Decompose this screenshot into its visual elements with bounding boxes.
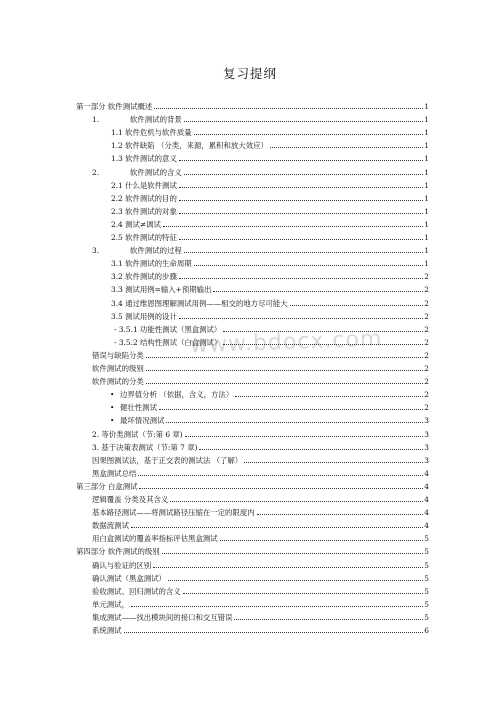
toc-dot-leader	[184, 252, 424, 253]
toc-entry-label: 边界值分析 （依据，含义，方法）	[120, 390, 234, 400]
toc-entry[interactable]	[92, 583, 429, 596]
toc-page-number: 1	[424, 141, 429, 151]
toc-entry-label: 3.3 测试用例=输入+预期输出	[111, 285, 212, 295]
toc-page-number: 5	[424, 547, 429, 557]
toc-dot-leader	[183, 593, 424, 594]
toc-dot-leader	[184, 121, 424, 122]
toc-dot-leader	[162, 553, 424, 554]
toc-dot-leader	[184, 174, 424, 175]
toc-dot-leader	[131, 527, 423, 528]
toc-dot-leader	[290, 305, 424, 306]
toc-entry[interactable]	[111, 295, 429, 308]
toc-dot-leader	[124, 632, 424, 633]
toc-entry-label: 2.1 什么是软件测试	[111, 180, 177, 190]
toc-page-number: 2	[424, 337, 429, 347]
toc-entry[interactable]	[92, 557, 429, 570]
toc-entry-label: 基本路径测试——将测试路径压缩在一定的限度内	[92, 508, 255, 518]
toc-entry-label: 3. 基于决策表测试（节:第 7 章)	[92, 442, 198, 452]
toc-dot-leader	[257, 514, 424, 515]
toc-entry[interactable]	[92, 242, 429, 255]
toc-dot-leader	[223, 331, 423, 332]
toc-dot-leader	[179, 278, 423, 279]
toc-entry[interactable]	[92, 609, 429, 622]
toc-entry[interactable]	[76, 543, 429, 556]
toc-entry[interactable]	[92, 491, 429, 504]
toc-entry[interactable]	[111, 150, 429, 163]
toc-entry-label: 集成测试——找出模块间的接口和交互错误	[92, 612, 233, 622]
toc-entry[interactable]	[111, 268, 429, 281]
toc-entry[interactable]	[110, 412, 429, 425]
toc-page-number: 1	[424, 115, 429, 125]
toc-entry[interactable]	[114, 334, 429, 347]
toc-dot-leader	[179, 318, 423, 319]
toc-page-number: 5	[424, 599, 429, 609]
toc-entry[interactable]	[92, 596, 429, 609]
toc-entry-label: 软件测试的含义	[130, 167, 182, 177]
toc-page-number: 1	[424, 193, 429, 203]
toc-page-number: 2	[424, 377, 429, 387]
toc-entry-label: 数据流测试	[92, 521, 129, 531]
toc-entry[interactable]	[111, 137, 429, 150]
toc-entry-label: 2.2 软件测试的目的	[111, 193, 177, 203]
toc-entry-label: 软件测试的背景	[130, 115, 182, 125]
toc-page-number: 5	[424, 612, 429, 622]
toc-page-number: 3	[424, 416, 429, 426]
toc-entry-label: 第四部分 软件测试的级别	[76, 547, 160, 557]
toc-entry[interactable]	[111, 203, 429, 216]
toc-page-number: 2	[424, 390, 429, 400]
watermark: www.bdocx.com	[189, 326, 383, 359]
toc-page-number: 5	[424, 586, 429, 596]
toc-entry-label: 1.2 软件缺陷 （分类，来源，累积和放大效应）	[111, 141, 268, 151]
toc-page-number: 2	[424, 350, 429, 360]
toc-entry-label: 软件测试的过程	[130, 246, 182, 256]
toc-page-number: 2	[424, 285, 429, 295]
toc-entry-label: 最坏情况测试	[120, 416, 165, 426]
toc-dot-leader	[168, 580, 423, 581]
toc-entry-label: 第三部分 白盒测试	[76, 481, 138, 491]
toc-page-number: 1	[424, 167, 429, 177]
toc-entry-label: 验收测试、回归测试的含义	[92, 586, 181, 596]
toc-entry[interactable]	[92, 570, 429, 583]
toc-entry-label: 3.2 软件测试的步骤	[111, 272, 177, 282]
toc-page-number: 2	[424, 403, 429, 413]
toc-entry[interactable]	[111, 216, 429, 229]
toc-dot-leader	[234, 619, 423, 620]
toc-page-number: 5	[424, 573, 429, 583]
toc-entry[interactable]	[92, 111, 429, 124]
toc-entry-label: 逻辑覆盖 分类及其含义	[92, 495, 169, 504]
toc-page-number: 4	[424, 495, 429, 504]
toc-page-number: 1	[424, 246, 429, 256]
toc-page-number: 1	[424, 102, 429, 111]
toc-page-number: 1	[424, 128, 429, 138]
toc-entry[interactable]	[110, 399, 429, 412]
toc-entry[interactable]	[111, 255, 429, 268]
toc-entry-label: 确认测试（黑盒测试）	[92, 573, 166, 583]
toc-entry-label: 因果图测试法，基于正交表的测试法 （了解）	[92, 455, 243, 465]
toc-page-number: 2	[424, 324, 429, 334]
toc-entry[interactable]	[92, 517, 429, 530]
toc-entry[interactable]	[92, 504, 429, 517]
toc-entry[interactable]	[92, 347, 429, 360]
toc-entry[interactable]	[92, 530, 429, 543]
toc-entry-label: 软件测试的分类	[92, 377, 144, 387]
document-title: 复习提纲	[222, 66, 277, 81]
toc-dot-leader	[179, 239, 423, 240]
toc-dot-leader	[131, 606, 423, 607]
toc-entry[interactable]	[92, 439, 429, 452]
toc-entry-number: 2.	[92, 167, 100, 177]
toc-entry[interactable]	[111, 229, 429, 242]
toc-entry-label: - 3.5.1 功能性测试（黑盒测试）	[114, 324, 222, 334]
toc-dot-leader	[179, 187, 423, 188]
toc-page-number: 1	[424, 219, 429, 229]
toc-entry-label: 黑盒测试总结	[92, 468, 137, 478]
toc-entry-label: 2.4 测试≠调试	[111, 219, 161, 229]
toc-page-number: 2	[424, 272, 429, 282]
toc-entry[interactable]	[92, 465, 429, 478]
toc-dot-leader	[179, 200, 423, 201]
toc-entry[interactable]	[110, 386, 429, 399]
toc-page-number: 5	[424, 534, 429, 544]
toc-page-number: 1	[424, 233, 429, 242]
toc-page-number: 4	[424, 468, 429, 478]
toc-page-number: 4	[424, 508, 429, 518]
bullet-icon: •	[110, 403, 115, 413]
toc-entry[interactable]	[111, 308, 429, 321]
toc-dot-leader	[270, 147, 423, 148]
toc-dot-leader	[235, 396, 423, 397]
toc-dot-leader	[223, 344, 423, 345]
toc-entry[interactable]	[92, 426, 429, 439]
toc-entry-label: 第一部分 软件测试概述	[76, 102, 153, 111]
toc-entry[interactable]	[92, 360, 429, 373]
toc-dot-leader	[179, 160, 423, 161]
toc-entry-number: 3.	[92, 246, 100, 256]
bullet-icon: •	[110, 390, 115, 400]
toc-entry-label: - 3.5.2 结构性测试（白盒测试）	[114, 337, 222, 347]
toc-entry-label: 单元测试，	[92, 599, 129, 609]
toc-dot-leader	[194, 134, 424, 135]
toc-entry-label: 3.1 软件测试的生命周期	[111, 259, 192, 269]
toc-dot-leader	[159, 409, 423, 410]
toc-entry-label: 2.3 软件测试的对象	[111, 206, 177, 216]
toc-entry[interactable]	[111, 177, 429, 190]
toc-dot-leader	[153, 567, 423, 568]
toc-page-number: 1	[424, 206, 429, 216]
toc-dot-leader	[199, 449, 423, 450]
toc-page-number: 2	[424, 364, 429, 373]
toc-page-number: 4	[424, 481, 429, 491]
toc-entry-label: 确认与验证的区别	[92, 560, 152, 570]
toc-page-number: 1	[424, 259, 429, 269]
toc-entry-label: 健壮性测试	[120, 403, 157, 413]
toc-dot-leader	[213, 291, 423, 292]
toc-dot-leader	[244, 462, 423, 463]
toc-entry-label: 系统测试	[92, 626, 122, 635]
toc-entry[interactable]	[111, 190, 429, 203]
toc-dot-leader	[220, 540, 424, 541]
toc-dot-leader	[166, 422, 423, 423]
toc-dot-leader	[146, 357, 424, 358]
toc-entry-label: 1.3 软件测试的意义	[111, 154, 177, 164]
toc-entry-label: 软件测试的级别	[92, 364, 144, 373]
toc-entry[interactable]	[111, 281, 429, 294]
toc-dot-leader	[179, 213, 423, 214]
toc-entry[interactable]	[92, 452, 429, 465]
toc-entry[interactable]	[76, 98, 429, 111]
toc-dot-leader	[138, 475, 423, 476]
toc-entry-label: 2. 等价类测试（节:第 6 章)	[92, 429, 183, 439]
toc-page-number: 1	[424, 154, 429, 164]
toc-page-number: 4	[424, 521, 429, 531]
toc-page-number: 3	[424, 455, 429, 465]
toc-entry[interactable]	[76, 478, 429, 491]
toc-dot-leader	[163, 226, 423, 227]
toc-page-number: 1	[424, 180, 429, 190]
toc-entry-label: 3.4 通过维恩图理解测试用例——相交的地方尽可能大	[111, 298, 288, 308]
toc-page-number: 2	[424, 298, 429, 308]
toc-entry[interactable]	[92, 164, 429, 177]
toc-page-number: 2	[424, 311, 429, 321]
toc-entry-label: 2.5 软件测试的特征	[111, 233, 177, 242]
toc-entry[interactable]	[111, 124, 429, 137]
toc-entry-label: 1.1 软件危机与软件质量	[111, 128, 192, 138]
toc-dot-leader	[170, 501, 423, 502]
toc-entry-label: 用白盒测试的覆盖率指标评估黑盒测试	[92, 534, 218, 544]
toc-dot-leader	[194, 265, 424, 266]
toc-dot-leader	[185, 436, 424, 437]
toc-entry[interactable]	[114, 321, 429, 334]
toc-page-number: 3	[424, 442, 429, 452]
toc-dot-leader	[146, 370, 424, 371]
toc-entry-label: 3.5 测试用例的设计	[111, 311, 177, 321]
toc-entry-label: 错误与缺陷分类	[92, 350, 144, 360]
toc-page-number: 6	[424, 626, 429, 635]
toc-page-number: 5	[424, 560, 429, 570]
toc-dot-leader	[154, 108, 423, 109]
toc-page-number: 3	[424, 429, 429, 439]
toc-entry-number: 1.	[92, 115, 100, 125]
toc-dot-leader	[139, 488, 423, 489]
bullet-icon: •	[110, 416, 115, 426]
toc-dot-leader	[146, 383, 424, 384]
toc-entry[interactable]	[92, 373, 429, 386]
toc-entry[interactable]	[92, 622, 429, 635]
